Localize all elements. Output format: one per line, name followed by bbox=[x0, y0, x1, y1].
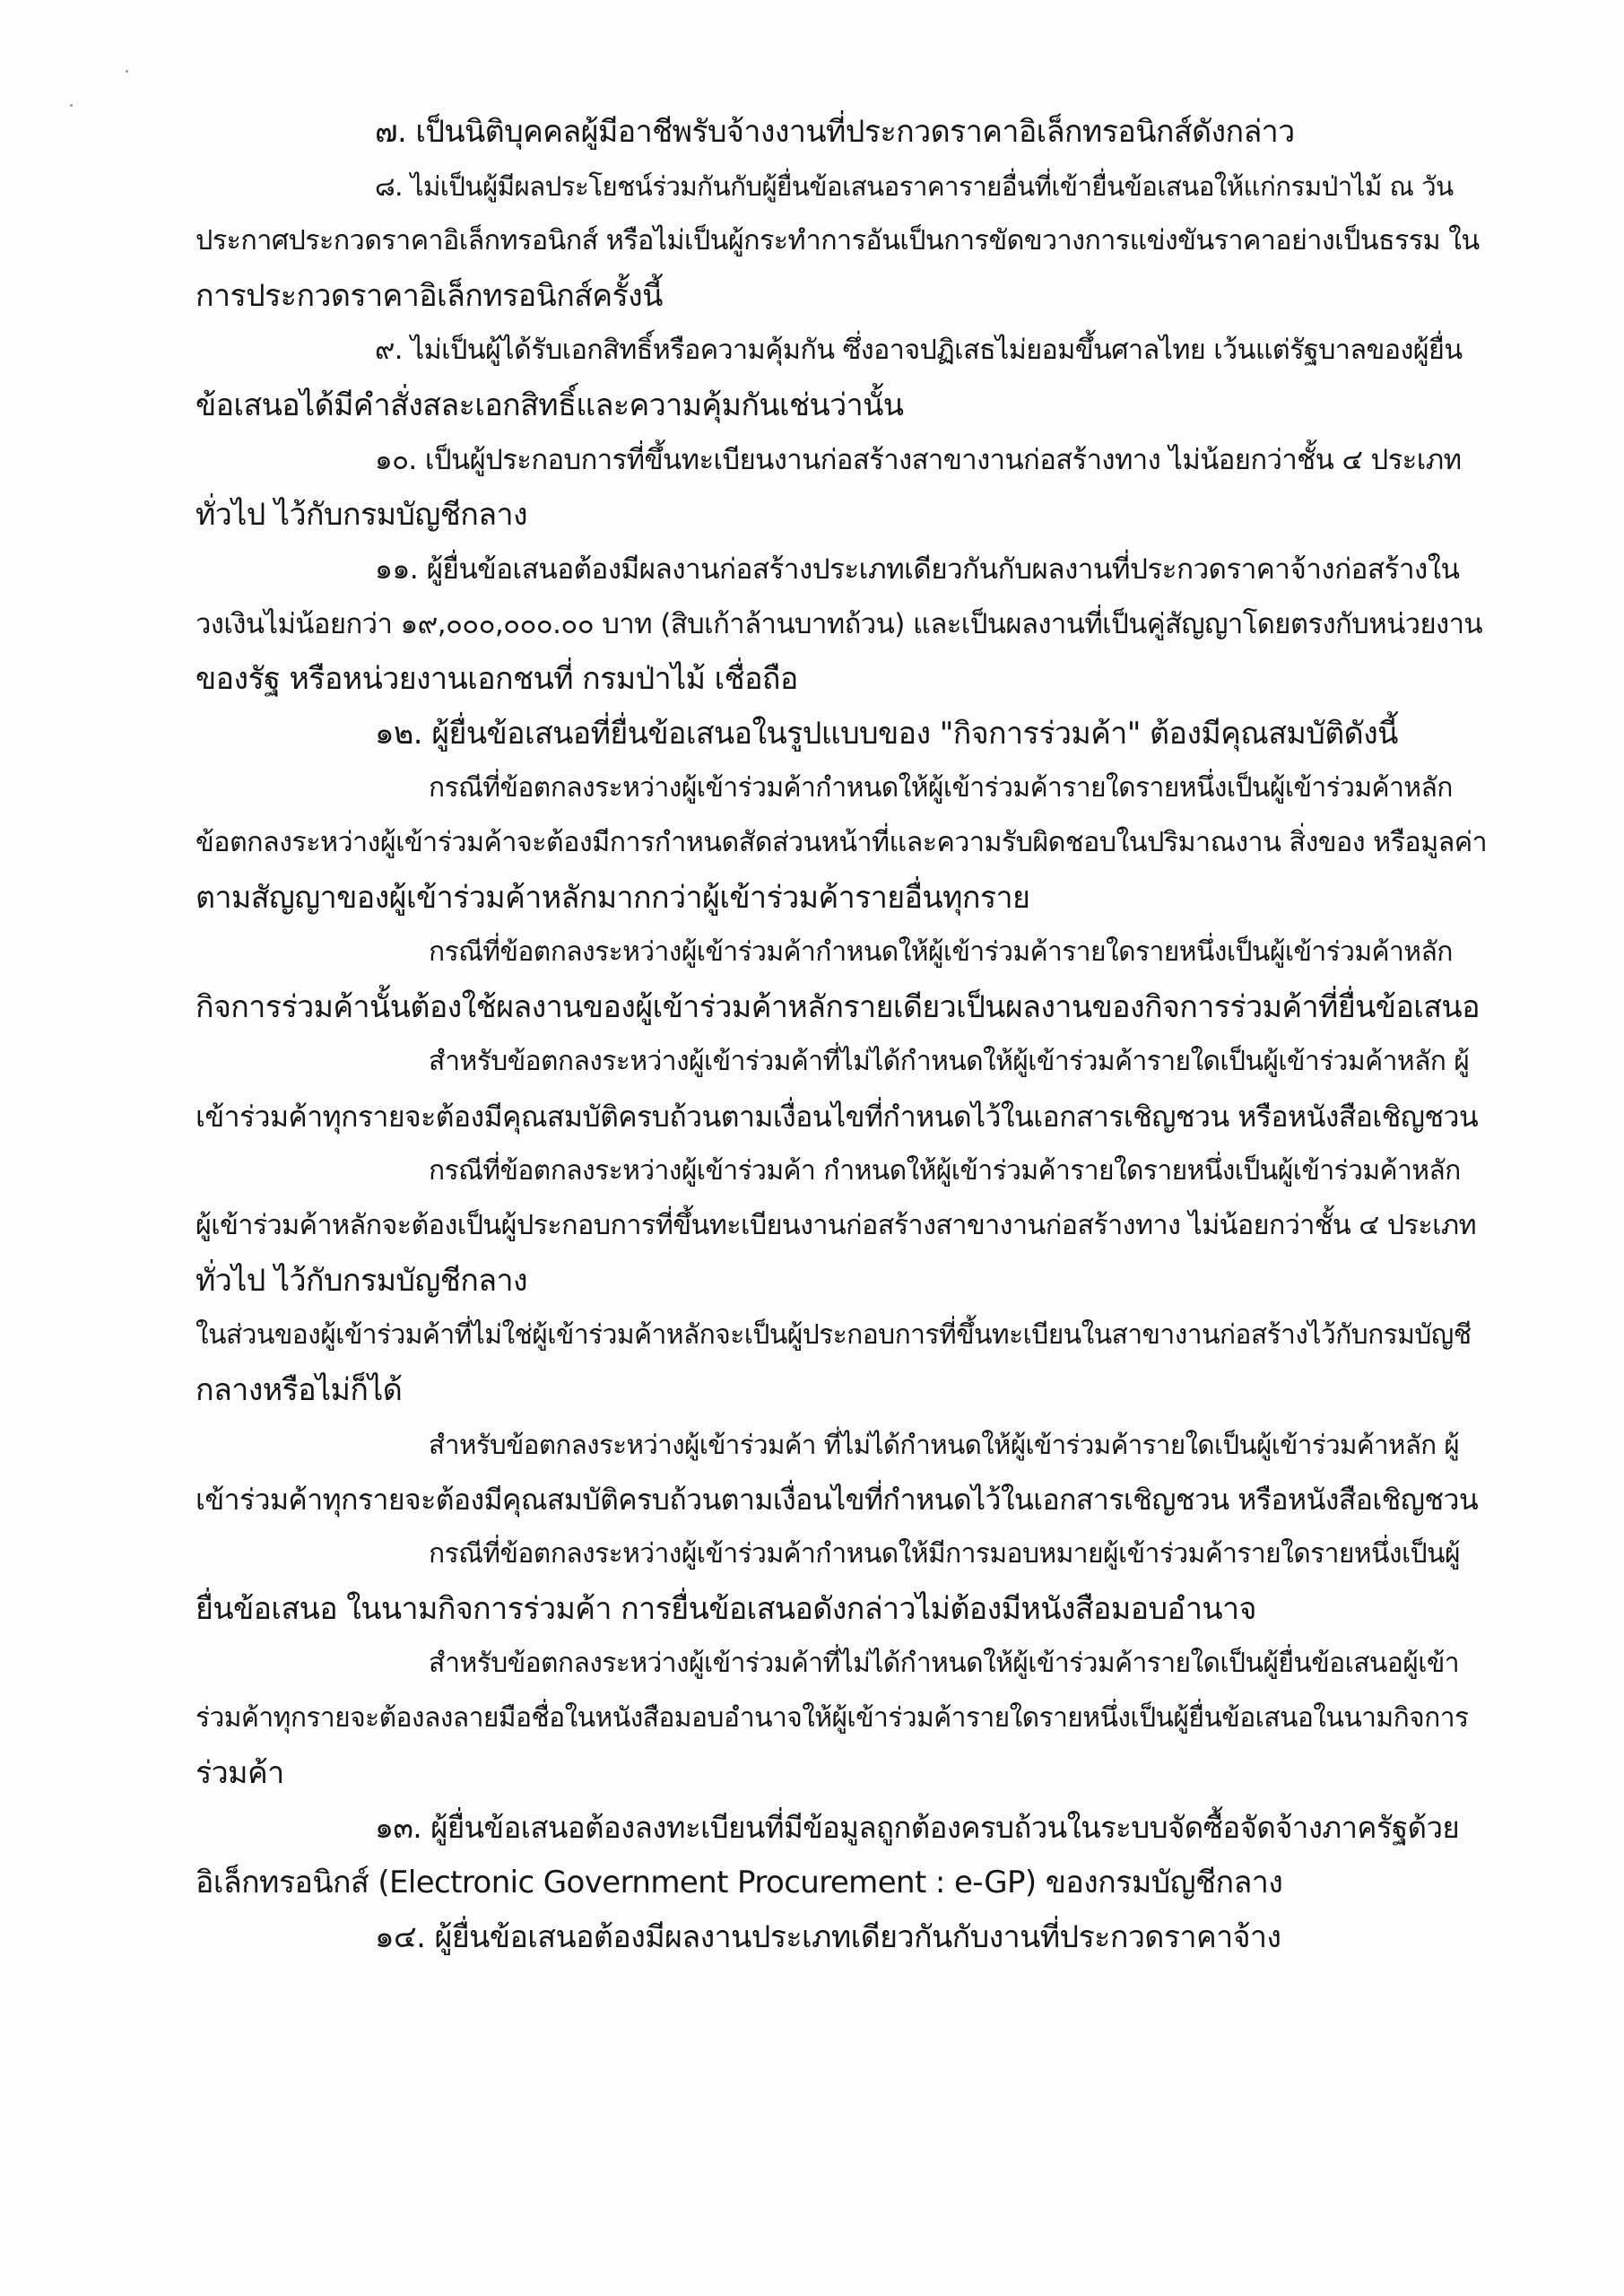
text-line: ๑๔. ผู้ยื่นข้อเสนอต้องมีผลงานประเภทเดียวกันกับงานที่ประกวดราคาจ้าง bbox=[375, 1919, 1281, 1955]
text-line: ๑๐. เป็นผู้ประกอบการที่ขึ้นทะเบียนงานก่อสร้างสาขางานก่อสร้างทาง ไม่น้อยกว่าชั้น ๔ ประเภท bbox=[375, 444, 1462, 476]
scan-speck bbox=[126, 70, 128, 73]
text-line: กรณีที่ข้อตกลงระหว่างผู้เข้าร่วมค้ากำหนดให้ผู้เข้าร่วมค้ารายใดรายหนึ่งเป็นผู้เข้าร่วมค้าหลัก bbox=[429, 936, 1453, 968]
text-line: ๗. เป็นนิติบุคคลผู้มีอาชีพรับจ้างงานที่ประกวดราคาอิเล็กทรอนิกส์ดังกล่าว bbox=[375, 114, 1295, 150]
text-line: ร่วมค้า bbox=[195, 1755, 284, 1791]
text-line: การประกวดราคาอิเล็กทรอนิกส์ครั้งนี้ bbox=[195, 278, 663, 314]
text-line: กลางหรือไม่ก็ได้ bbox=[195, 1372, 403, 1408]
text-line: กิจการร่วมค้านั้นต้องใช้ผลงานของผู้เข้าร่วมค้าหลักรายเดียวเป็นผลงานของกิจการร่วมค้าที่ยื่นข้อเสนอ bbox=[195, 989, 1480, 1025]
text-line: เข้าร่วมค้าทุกรายจะต้องมีคุณสมบัติครบถ้วนตามเงื่อนไขที่กำหนดไว้ในเอกสารเชิญชวน หรือหนังสือเชิญชวน bbox=[195, 1100, 1479, 1134]
text-line: กรณีที่ข้อตกลงระหว่างผู้เข้าร่วมค้ากำหนดให้ผู้เข้าร่วมค้ารายใดรายหนึ่งเป็นผู้เข้าร่วมค้าหลัก bbox=[429, 772, 1453, 804]
text-line: ผู้เข้าร่วมค้าหลักจะต้องเป็นผู้ประกอบการที่ขึ้นทะเบียนงานก่อสร้างสาขางานก่อสร้างทาง ไม่น้อยกว่าชั้น ๔ ประเภท bbox=[195, 1210, 1476, 1241]
text-line: ๘. ไม่เป็นผู้มีผลประโยชน์ร่วมกันกับผู้ยื่นข้อเสนอราคารายอื่นที่เข้ายื่นข้อเสนอให้แก่กรมป่าไม้ ณ วัน bbox=[375, 171, 1454, 202]
text-line: ในส่วนของผู้เข้าร่วมค้าที่ไม่ใช่ผู้เข้าร่วมค้าหลักจะเป็นผู้ประกอบการที่ขึ้นทะเบียนในสาขางานก่อสร้างไว้กับกรมบัญชี bbox=[195, 1319, 1472, 1351]
text-line: ยื่นข้อเสนอ ในนามกิจการร่วมค้า การยื่นข้อเสนอดังกล่าวไม่ต้องมีหนังสือมอบอำนาจ bbox=[195, 1591, 1256, 1627]
text-line: ประกาศประกวดราคาอิเล็กทรอนิกส์ หรือไม่เป็นผู้กระทำการอันเป็นการขัดขวางการแข่งขันราคาอย่างเป็นธรรม ใน bbox=[195, 225, 1480, 257]
text-line: ข้อตกลงระหว่างผู้เข้าร่วมค้าจะต้องมีการกำหนดสัดส่วนหน้าที่และความรับผิดชอบในปริมาณงาน สิ่งของ หรือมูลค่า bbox=[195, 827, 1488, 858]
text-line: ๑๓. ผู้ยื่นข้อเสนอต้องลงทะเบียนที่มีข้อมูลถูกต้องครบถ้วนในระบบจัดซื้อจัดจ้างภาครัฐด้วย bbox=[375, 1810, 1460, 1845]
scan-speck bbox=[70, 104, 73, 107]
text-line: ร่วมค้าทุกรายจะต้องลงลายมือชื่อในหนังสือมอบอำนาจให้ผู้เข้าร่วมค้ารายใดรายหนึ่งเป็นผู้ยื่นข้อเสนอในนามกิจการ bbox=[195, 1702, 1469, 1734]
text-line: สำหรับข้อตกลงระหว่างผู้เข้าร่วมค้าที่ไม่ได้กำหนดให้ผู้เข้าร่วมค้ารายใดเป็นผู้เข้าร่วมค้าหลัก ผู้ bbox=[429, 1046, 1470, 1077]
text-line: อิเล็กทรอนิกส์ (Electronic Government Procurement : e-GP) ของกรมบัญชีกลาง bbox=[195, 1865, 1283, 1900]
text-line: สำหรับข้อตกลงระหว่างผู้เข้าร่วมค้าที่ไม่ได้กำหนดให้ผู้เข้าร่วมค้ารายใดเป็นผู้ยื่นข้อเสนอผู้เข้า bbox=[429, 1648, 1460, 1679]
text-line: ทั่วไป ไว้กับกรมบัญชีกลาง bbox=[195, 1263, 527, 1299]
text-line: กรณีที่ข้อตกลงระหว่างผู้เข้าร่วมค้า กำหนดให้ผู้เข้าร่วมค้ารายใดรายหนึ่งเป็นผู้เข้าร่วมค้าหลัก bbox=[429, 1155, 1461, 1187]
text-line: วงเงินไม่น้อยกว่า ๑๙,๐๐๐,๐๐๐.๐๐ บาท (สิบเก้าล้านบาทถ้วน) และเป็นผลงานที่เป็นคู่สัญญาโดยตรงกับหน่วยงาน bbox=[195, 608, 1482, 640]
text-line: ข้อเสนอได้มีคำสั่งสละเอกสิทธิ์และความคุ้มกันเช่นว่านั้น bbox=[195, 387, 904, 423]
text-line: ของรัฐ หรือหน่วยงานเอกชนที่ กรมป่าไม้ เชื่อถือ bbox=[195, 661, 798, 697]
text-line: ตามสัญญาของผู้เข้าร่วมค้าหลักมากกว่าผู้เข้าร่วมค้ารายอื่นทุกราย bbox=[195, 880, 1030, 916]
text-line: เข้าร่วมค้าทุกรายจะต้องมีคุณสมบัติครบถ้วนตามเงื่อนไขที่กำหนดไว้ในเอกสารเชิญชวน หรือหนังสือเชิญชวน bbox=[195, 1483, 1479, 1517]
text-line: ๙. ไม่เป็นผู้ได้รับเอกสิทธิ์หรือความคุ้มกัน ซึ่งอาจปฏิเสธไม่ยอมขึ้นศาลไทย เว้นแต่รัฐบาลของผู้ยื่น bbox=[375, 335, 1463, 366]
text-line: ๑๑. ผู้ยื่นข้อเสนอต้องมีผลงานก่อสร้างประเภทเดียวกันกับผลงานที่ประกวดราคาจ้างก่อสร้างใน bbox=[375, 553, 1460, 586]
text-line: ๑๒. ผู้ยื่นข้อเสนอที่ยื่นข้อเสนอในรูปแบบของ "กิจการร่วมค้า" ต้องมีคุณสมบัติดังนี้ bbox=[375, 716, 1398, 752]
text-line: ทั่วไป ไว้กับกรมบัญชีกลาง bbox=[195, 497, 527, 533]
text-line: กรณีที่ข้อตกลงระหว่างผู้เข้าร่วมค้ากำหนดให้มีการมอบหมายผู้เข้าร่วมค้ารายใดรายหนึ่งเป็นผู้ bbox=[429, 1538, 1460, 1570]
text-line: สำหรับข้อตกลงระหว่างผู้เข้าร่วมค้า ที่ไม่ได้กำหนดให้ผู้เข้าร่วมค้ารายใดเป็นผู้เข้าร่วมค้าหลัก ผู้ bbox=[429, 1430, 1460, 1460]
